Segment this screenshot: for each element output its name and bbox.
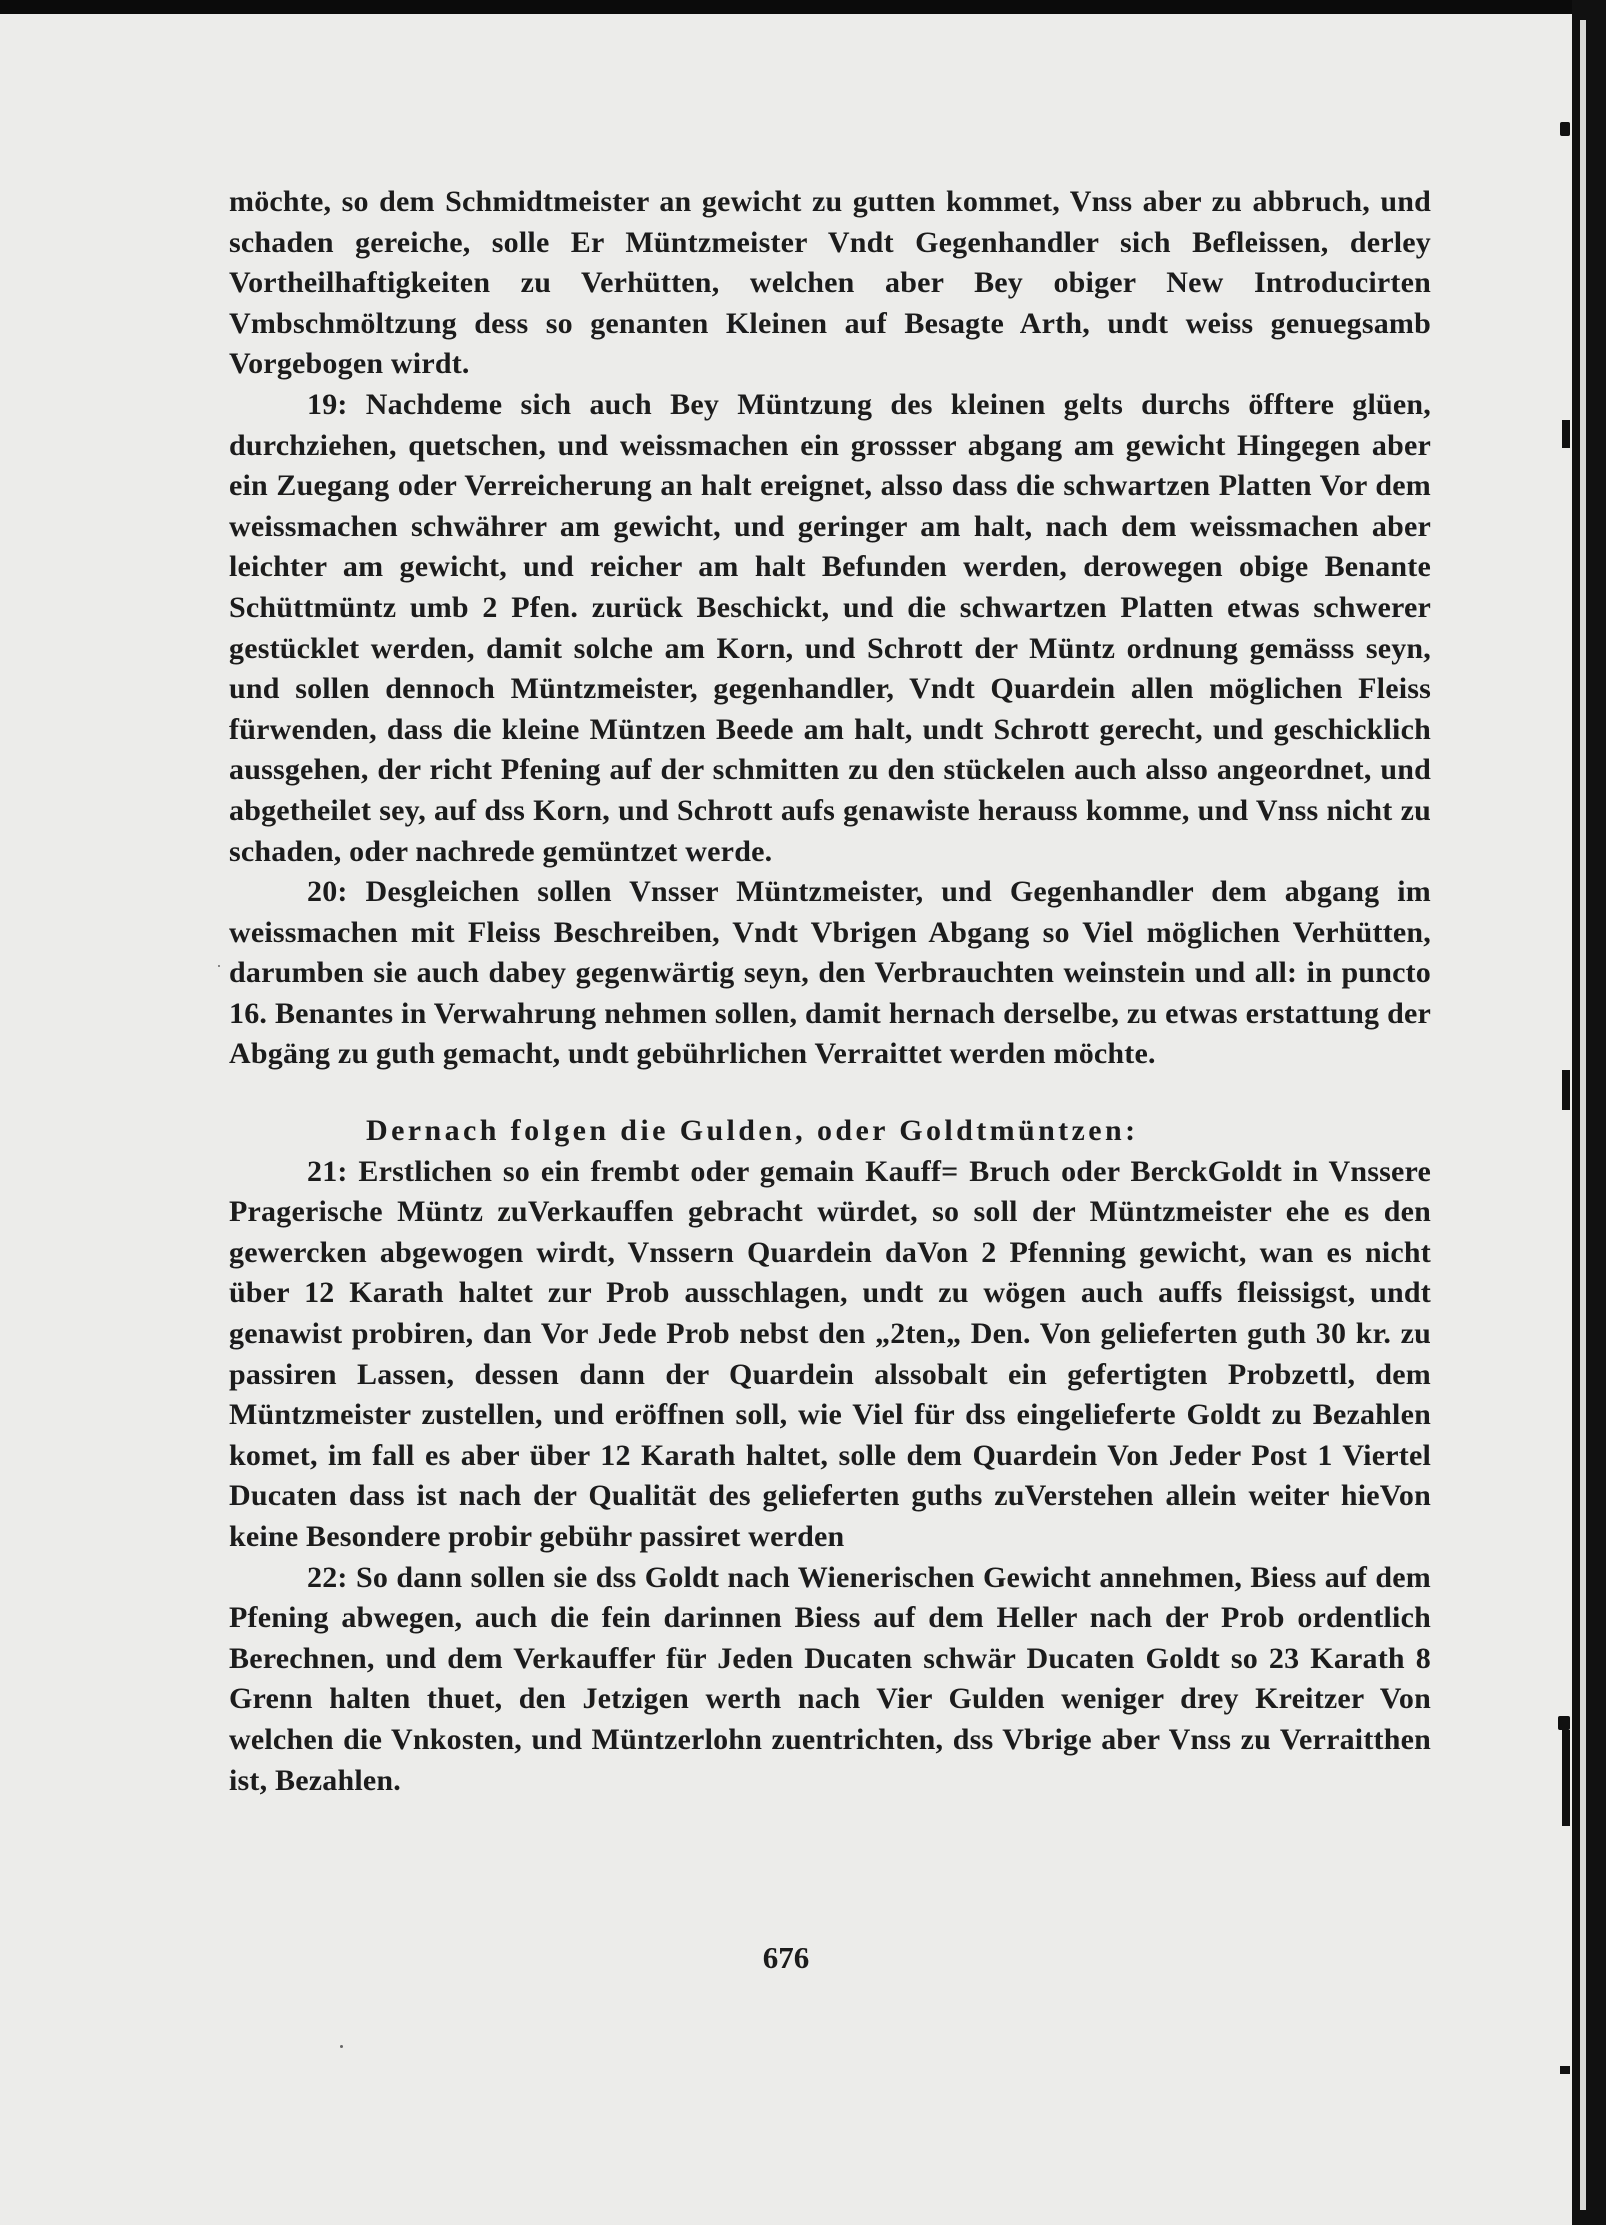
edge-mark	[1562, 1070, 1570, 1110]
dust-speck	[340, 2045, 343, 2048]
paragraph-22: 22: So dann sollen sie dss Goldt nach Wienerischen Gewicht annehmen, Biess auf dem Pfening abwegen, auch die fein darinnen Biess auf dem Heller nach der Prob ordentlich Berechnen, und dem Verkauffer für Jeden Ducaten schwär Ducaten Goldt so 23 Karath 8 Grenn halten thuet, den Jetzigen werth nach Vier Gulden weniger drey Kreitzer Von welchen die Vnkosten, und Müntzerlohn zuentrichten, dss Vbrige aber Vnss zu Verraitthen ist, Bezahlen.	[229, 1560, 1431, 1797]
adjacent-page-edge	[1580, 20, 1586, 2210]
edge-mark	[1558, 1716, 1570, 1730]
edge-mark	[1562, 1730, 1570, 1826]
paragraph-19: 19: Nachdeme sich auch Bey Müntzung des kleinen gelts durchs öfftere glüen, durchziehen, quetschen, und weissmachen ein grossser abgang am gewicht Hingegen aber ein Zuegang oder Verreicherung an halt ereignet, alsso dass die schwartzen Platten Vor dem weissmachen schwährer am gewicht, und geringer am halt, nach dem weissmachen aber leichter am gewicht, und reicher am halt Befunden werden, derowegen obige Benante Schüttmüntz umb 2 Pfen. zurück Beschickt, und die schwartzen Platten etwas schwerer gestücklet werden, damit solche am Korn, und Schrott der Müntz ordnung gemässs seyn, und sollen dennoch Müntzmeister, gegenhandler, Vndt Quardein allen möglichen Fleiss fürwenden, dass die kleine Müntzen Beede am halt, undt Schrott gerecht, und geschicklich aussgehen, der richt Pfening auf der schmitten zu den stückelen auch alsso angeordnet, und abgetheilet sey, auf dss Korn, und Schrott aufs genawiste herauss komme, und Vnss nicht zu schaden, oder nachrede gemüntzet werde.	[229, 387, 1431, 868]
edge-mark	[1562, 420, 1570, 448]
edge-mark	[1560, 2066, 1570, 2074]
section-heading: Dernach folgen die Gulden, oder Goldtmüntzen:	[366, 1114, 1139, 1148]
paragraph-continuation: möchte, so dem Schmidtmeister an gewicht zu gutten kommet, Vnss aber zu abbruch, und schaden gereiche, solle Er Müntzmeister Vndt Gegenhandler sich Befleissen, derley Vortheilhaftigkeiten zu Verhütten, welchen aber Bey obiger New Introducirten Vmbschmöltzung dess so genanten Kleinen auf Besagte Arth, undt weiss genuegsamb Vorgebogen wirdt.	[229, 185, 1431, 381]
document-body	[229, 182, 1431, 1801]
dust-speck	[218, 965, 220, 967]
paragraph-21: 21: Erstlichen so ein frembt oder gemain Kauff= Bruch oder BerckGoldt in Vnssere Pragerische Müntz zuVerkauffen gebracht würdet, so soll der Müntzmeister ehe es den gewercken abgewogen wirdt, Vnssern Quardein daVon 2 Pfenning gewicht, wan es nicht über 12 Karath haltet zur Prob ausschlagen, undt zu wögen auch auffs fleissigst, undt genawist probiren, dan Vor Jede Prob nebst den „2ten„ Den. Von gelieferten guth 30 kr. zu passiren Lassen, dessen dann der Quardein alssobalt ein gefertigten Probzettl, dem Müntzmeister zustellen, und eröffnen soll, wie Viel für dss eingelieferte Goldt zu Bezahlen komet, im fall es aber über 12 Karath haltet, solle dem Quardein Von Jeder Post 1 Viertel Ducaten dass ist nach der Qualität des gelieferten guths zuVerstehen allein weiter hieVon keine Besondere probir gebühr passiret werden	[229, 1154, 1431, 1553]
paragraph-20: 20: Desgleichen sollen Vnsser Müntzmeister, und Gegenhandler dem abgang im weissmachen mit Fleiss Beschreiben, Vndt Vbrigen Abgang so Viel möglichen Verhütten, darumben sie auch dabey gegenwärtig seyn, den Verbrauchten weinstein und all: in puncto 16. Benantes in Verwahrung nehmen sollen, damit hernach derselbe, zu etwas erstattung der Abgäng zu guth gemacht, undt gebührlichen Verraittet werden möchte.	[229, 875, 1431, 1071]
page-edge-shadow	[1572, 0, 1606, 2225]
edge-mark	[1560, 122, 1570, 136]
page-number: 676	[762, 1940, 810, 1975]
